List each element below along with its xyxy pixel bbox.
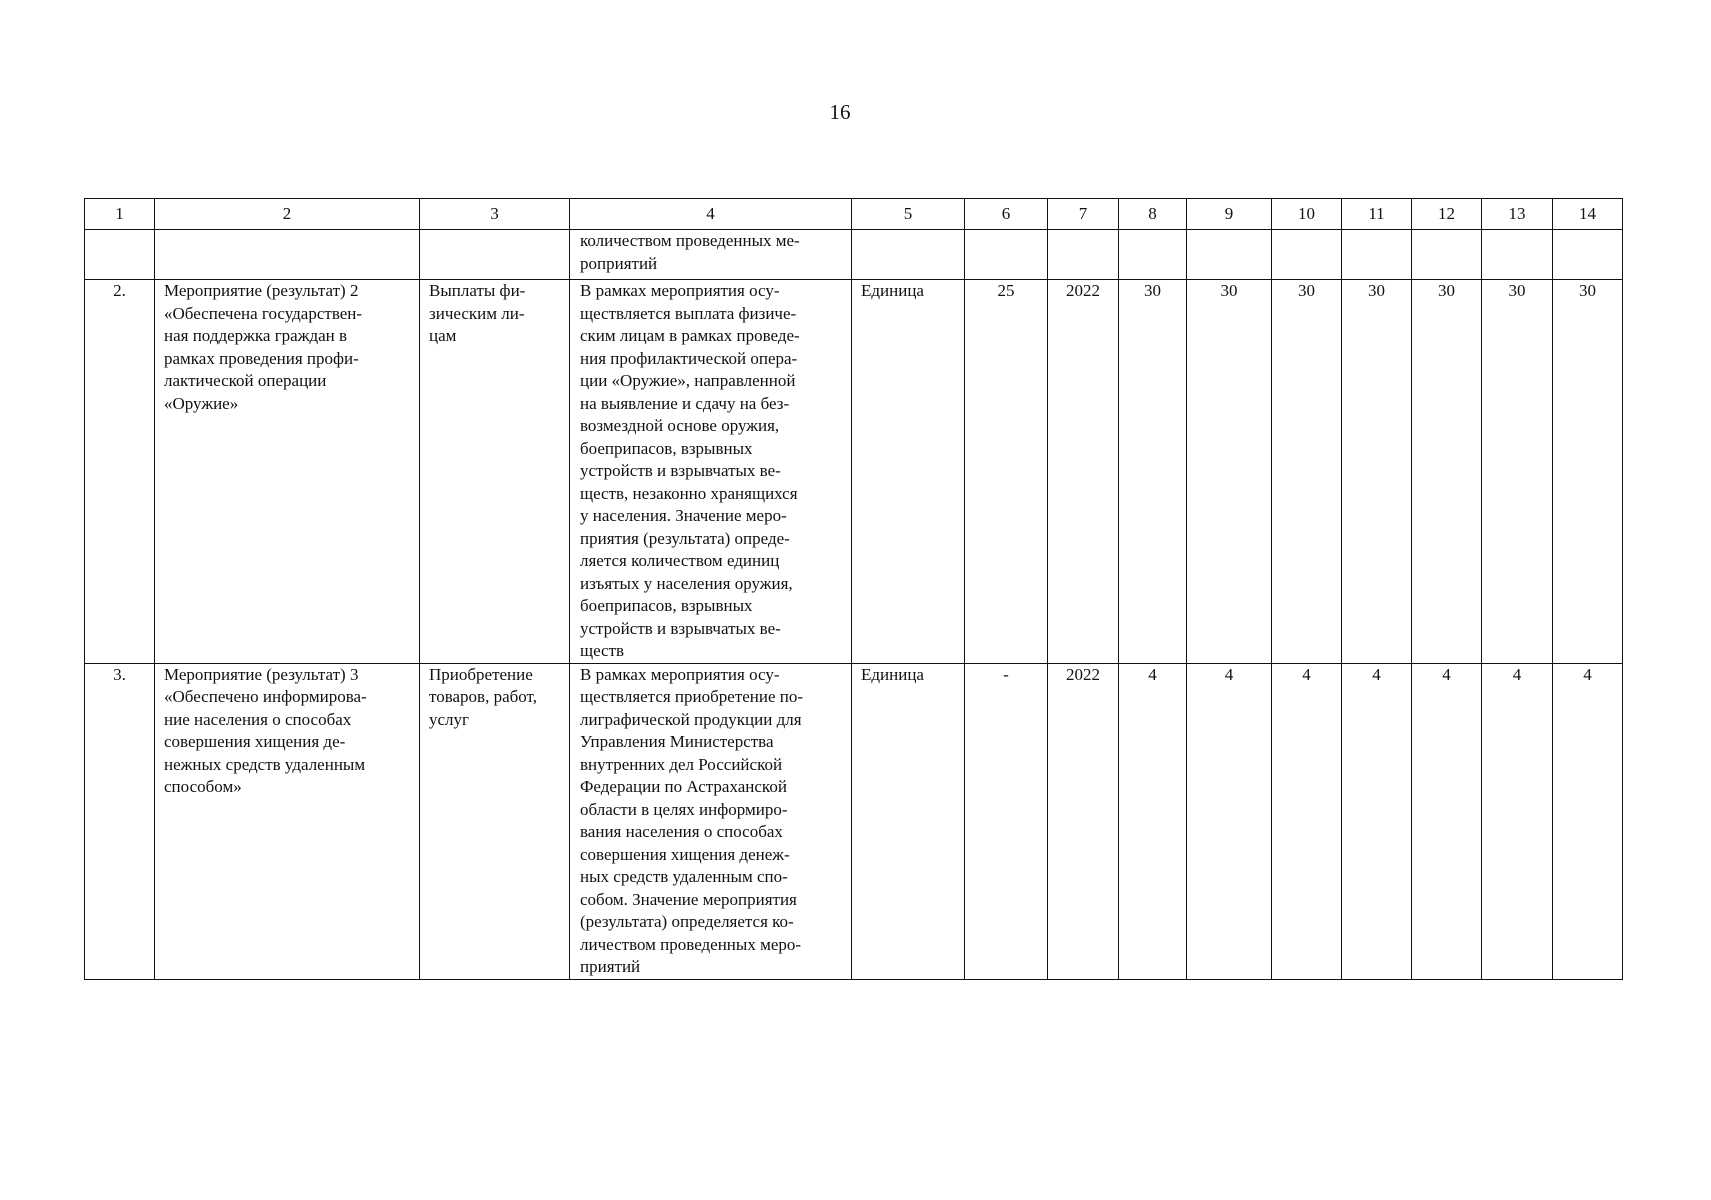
year-value-cell [1272, 230, 1342, 280]
year-value-cell: 4 [1272, 663, 1342, 979]
column-header: 11 [1342, 199, 1412, 230]
measure-description-cell: количеством проведенных ме- роприятий [570, 230, 852, 280]
column-header: 13 [1482, 199, 1553, 230]
table-row [85, 280, 1623, 664]
column-header: 1 [85, 199, 155, 230]
measure-type-cell [420, 230, 570, 280]
column-header: 10 [1272, 199, 1342, 230]
year-value-cell [1482, 230, 1553, 280]
measure-name-cell: Мероприятие (результат) 2 «Обеспечена государствен- ная поддержка граждан в рамках проведения профи- лактической операции «Оружие» [155, 280, 420, 664]
base-value-cell: - [965, 663, 1048, 979]
column-header: 8 [1119, 199, 1187, 230]
measure-name-cell [155, 230, 420, 280]
base-year-cell: 2022 [1048, 280, 1119, 664]
unit-cell [852, 230, 965, 280]
table-row [85, 230, 1623, 280]
column-header: 12 [1412, 199, 1482, 230]
column-header: 9 [1187, 199, 1272, 230]
year-value-cell [1553, 230, 1623, 280]
column-header: 5 [852, 199, 965, 230]
year-value-cell: 30 [1342, 280, 1412, 664]
year-value-cell: 30 [1482, 280, 1553, 664]
measure-type-cell: Приобретение товаров, работ, услуг [420, 663, 570, 979]
year-value-cell: 4 [1342, 663, 1412, 979]
unit-cell: Единица [852, 280, 965, 664]
measure-type-cell: Выплаты фи- зическим ли- цам [420, 280, 570, 664]
column-header: 3 [420, 199, 570, 230]
year-value-cell: 30 [1119, 280, 1187, 664]
base-year-cell [1048, 230, 1119, 280]
column-header: 2 [155, 199, 420, 230]
year-value-cell: 30 [1553, 280, 1623, 664]
base-value-cell [965, 230, 1048, 280]
year-value-cell: 30 [1187, 280, 1272, 664]
column-header: 4 [570, 199, 852, 230]
year-value-cell [1412, 230, 1482, 280]
year-value-cell [1187, 230, 1272, 280]
year-value-cell: 4 [1412, 663, 1482, 979]
table-row [85, 663, 1623, 979]
measure-description-cell: В рамках мероприятия осу- ществляется приобретение по- лиграфической продукции для Управления Министерства внутренних дел Российской Федерации по Астраханской области в целях информиро- вания населения о способах совершения хищения денеж- ных средств удаленным спо- собом. Значение мероприятия (результата) определяется ко- личеством проведенных меро- приятий [570, 663, 852, 979]
year-value-cell: 30 [1412, 280, 1482, 664]
year-value-cell: 4 [1187, 663, 1272, 979]
year-value-cell [1119, 230, 1187, 280]
column-header: 7 [1048, 199, 1119, 230]
row-number-cell: 3. [85, 663, 155, 979]
measure-description-cell: В рамках мероприятия осу- ществляется выплата физиче- ским лицам в рамках проведе- ния профилактической опера- ции «Оружие», направленной на выявление и сдачу на без- возмездной основе оружия, боеприпасов, взрывных устройств и взрывчатых ве- ществ, незаконно хранящихся у населения. Значение меро- приятия (результата) опреде- ляется количеством единиц изъятых у населения оружия, боеприпасов, взрывных устройств и взрывчатых ве- ществ [570, 280, 852, 664]
table-body [85, 230, 1623, 980]
measure-name-cell: Мероприятие (результат) 3 «Обеспечено информирова- ние населения о способах совершения хищения де- нежных средств удаленным способом» [155, 663, 420, 979]
year-value-cell: 4 [1482, 663, 1553, 979]
row-number-cell [85, 230, 155, 280]
year-value-cell: 4 [1119, 663, 1187, 979]
unit-cell: Единица [852, 663, 965, 979]
year-value-cell [1342, 230, 1412, 280]
page-number: 16 [829, 100, 851, 124]
row-number-cell: 2. [85, 280, 155, 664]
year-value-cell: 4 [1553, 663, 1623, 979]
document-table [84, 198, 1623, 980]
base-year-cell: 2022 [1048, 663, 1119, 979]
base-value-cell: 25 [965, 280, 1048, 664]
year-value-cell: 30 [1272, 280, 1342, 664]
column-header: 6 [965, 199, 1048, 230]
table-header-row [85, 199, 1623, 230]
column-header: 14 [1553, 199, 1623, 230]
